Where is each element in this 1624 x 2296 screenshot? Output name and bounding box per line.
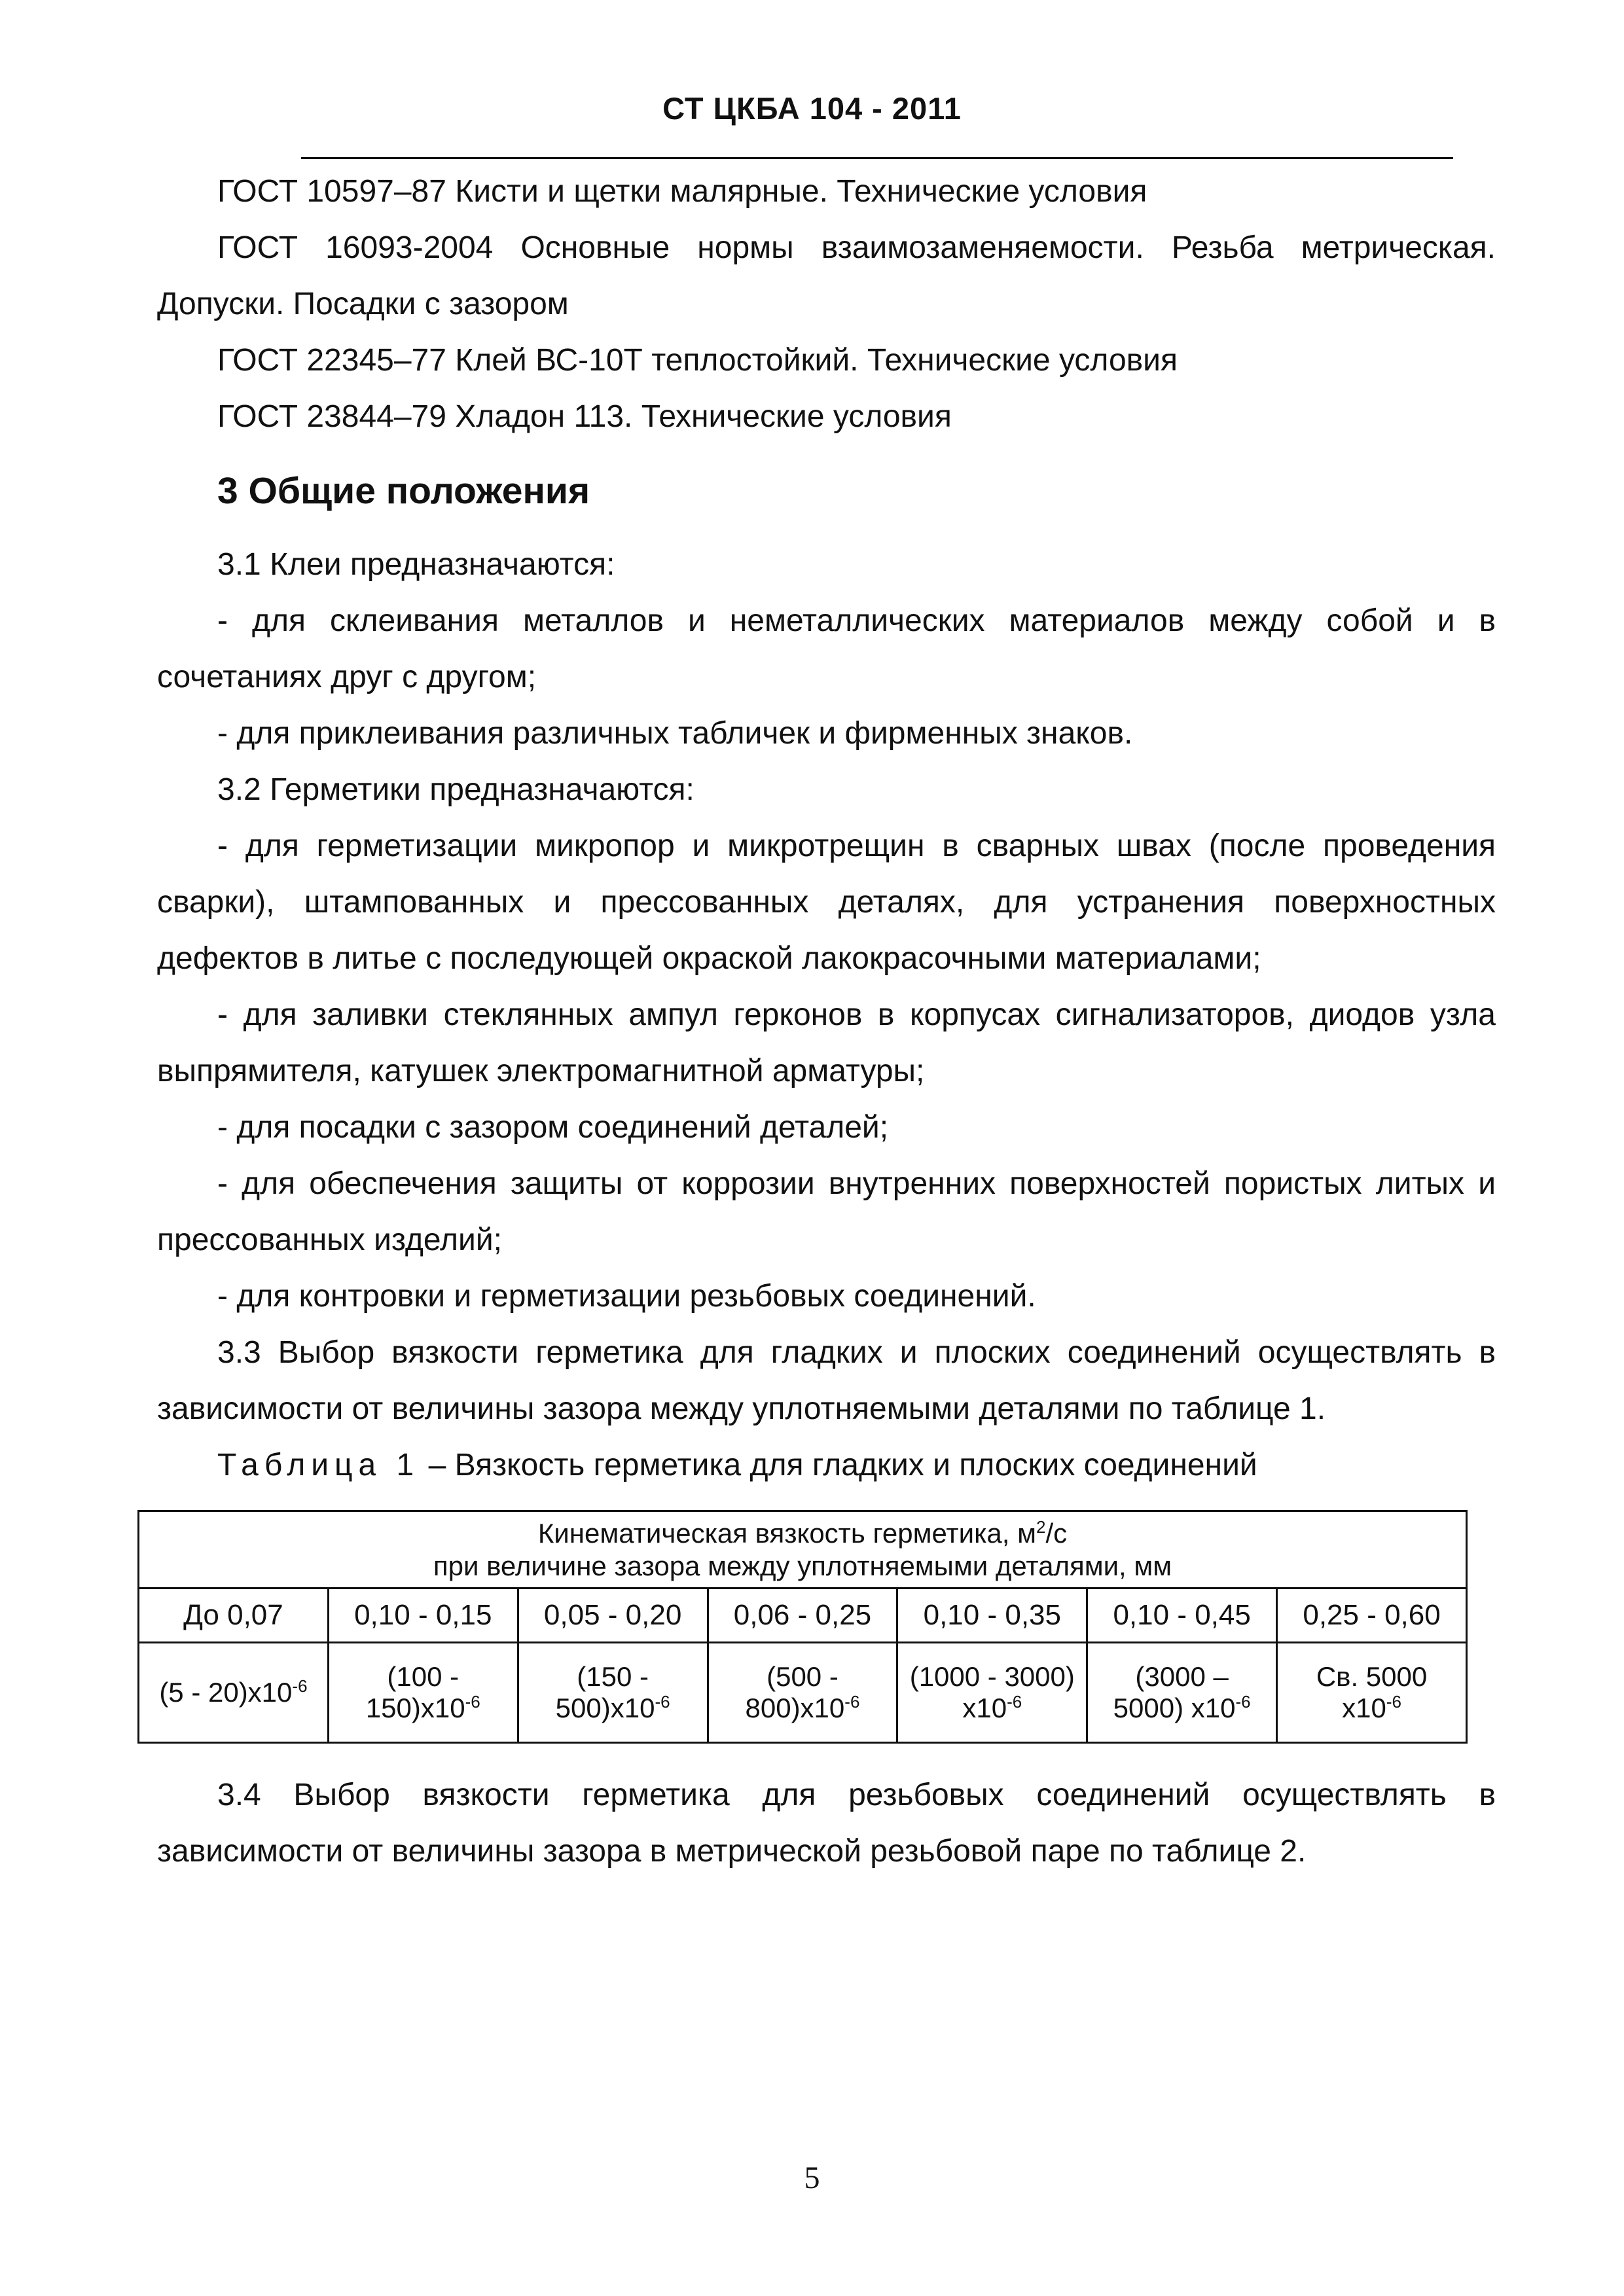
table-cell: 0,05 - 0,20 [518,1588,708,1643]
references-block [157,164,1496,1494]
value-text: (150 - [577,1661,649,1692]
paragraph: 3.3 Выбор вязкости герметика для гладких и плоских соединений осуществлять в зависимости от величины зазора между уплотняемыми деталями по таблице 1. [157,1335,1496,1426]
table-caption [157,1437,1496,1494]
header-line1-end: /с [1045,1517,1068,1549]
value-text: x10 [962,1693,1007,1723]
exponent: -6 [1386,1692,1401,1712]
paragraph: 3.1 Клеи предназначаются: [217,547,615,582]
paragraph: - для заливки стеклянных ампул герконов в корпусах сигнализаторов, диодов узла выпрямителя, катушек электромагнитной арматуры; [157,997,1496,1088]
exponent: -6 [844,1692,860,1712]
value-text: (5 - 20)x10 [159,1677,293,1708]
header-divider [301,157,1453,159]
reference-item: ГОСТ 10597–87 Кисти и щетки малярные. Технические условия [217,174,1147,209]
paragraph: - для приклеивания различных табличек и фирменных знаков. [217,716,1133,751]
document-code-header: СТ ЦКБА 104 - 2011 [662,91,962,126]
paragraph: 3.2 Герметики предназначаются: [217,772,695,807]
table-cell: До 0,07 [139,1588,329,1643]
table-cell [708,1643,897,1743]
table-cell: 0,10 - 0,35 [897,1588,1087,1643]
value-text: (100 - [387,1661,460,1692]
value-text: 500)x10 [555,1693,655,1723]
value-text: (500 - [767,1661,839,1692]
page-number: 5 [804,2161,820,2195]
value-text: x10 [1342,1693,1386,1723]
table-cell: 0,25 - 0,60 [1277,1588,1467,1643]
table-header-cell [139,1511,1467,1588]
table-cell: 0,10 - 0,15 [328,1588,518,1643]
paragraph: - для контровки и герметизации резьбовых соединений. [217,1279,1036,1314]
gap-ranges-row [139,1588,1467,1643]
exponent: -6 [1007,1692,1022,1712]
table-cell [139,1643,329,1743]
table-cell [328,1643,518,1743]
value-text: 5000) x10 [1113,1693,1236,1723]
value-text: 800)x10 [745,1693,845,1723]
header-line1: Кинематическая вязкость герметика, м [537,1517,1036,1549]
exponent: -6 [655,1692,670,1712]
paragraph: - для герметизации микропор и микротрещин в сварных швах (после проведения сварки), штампованных и прессованных деталях, для устранения поверхностных дефектов в литье с последующей окраской лакокрасочными материалами; [157,829,1496,976]
after-table-block [157,1767,1496,1880]
header-sup: 2 [1036,1516,1046,1537]
exponent: -6 [465,1692,480,1712]
table-cell: 0,06 - 0,25 [708,1588,897,1643]
table-cell [518,1643,708,1743]
value-text: Св. 5000 [1316,1661,1428,1692]
viscosity-values-row [139,1643,1467,1743]
value-text: (1000 - 3000) [909,1661,1075,1692]
paragraph: 3.4 Выбор вязкости герметика для резьбовых соединений осуществлять в зависимости от величины зазора в метрической резьбовой паре по таблице 2. [157,1778,1496,1869]
table-cell [897,1643,1087,1743]
paragraph: - для обеспечения защиты от коррозии внутренних поверхностей пористых литых и прессованных изделий; [157,1166,1496,1257]
exponent: -6 [292,1676,308,1696]
reference-item: ГОСТ 16093-2004 Основные нормы взаимозаменяемости. Резьба метрическая. Допуски. Посадки с зазором [157,230,1496,321]
table-cell [1087,1643,1277,1743]
section-heading: 3 Общие положения [217,470,590,512]
reference-item: ГОСТ 23844–79 Хладон 113. Технические условия [217,399,952,434]
value-text: 150)x10 [365,1693,465,1723]
table-cell: 0,10 - 0,45 [1087,1588,1277,1643]
exponent: -6 [1235,1692,1251,1712]
table-header-row [139,1511,1467,1588]
viscosity-table [137,1510,1468,1744]
table-caption-text: – Вязкость герметика для гладких и плоских соединений [420,1448,1257,1482]
table-cell [1277,1643,1467,1743]
value-text: (3000 – [1135,1661,1229,1692]
paragraph: - для посадки с зазором соединений деталей; [217,1110,889,1145]
table-caption-label: Таблица 1 [217,1448,420,1482]
header-line2: при величине зазора между уплотняемыми деталями, мм [433,1550,1172,1581]
paragraph: - для склеивания металлов и неметаллических материалов между собой и в сочетаниях друг с другом; [157,603,1496,694]
reference-item: ГОСТ 22345–77 Клей ВС-10Т теплостойкий. Технические условия [217,343,1178,378]
